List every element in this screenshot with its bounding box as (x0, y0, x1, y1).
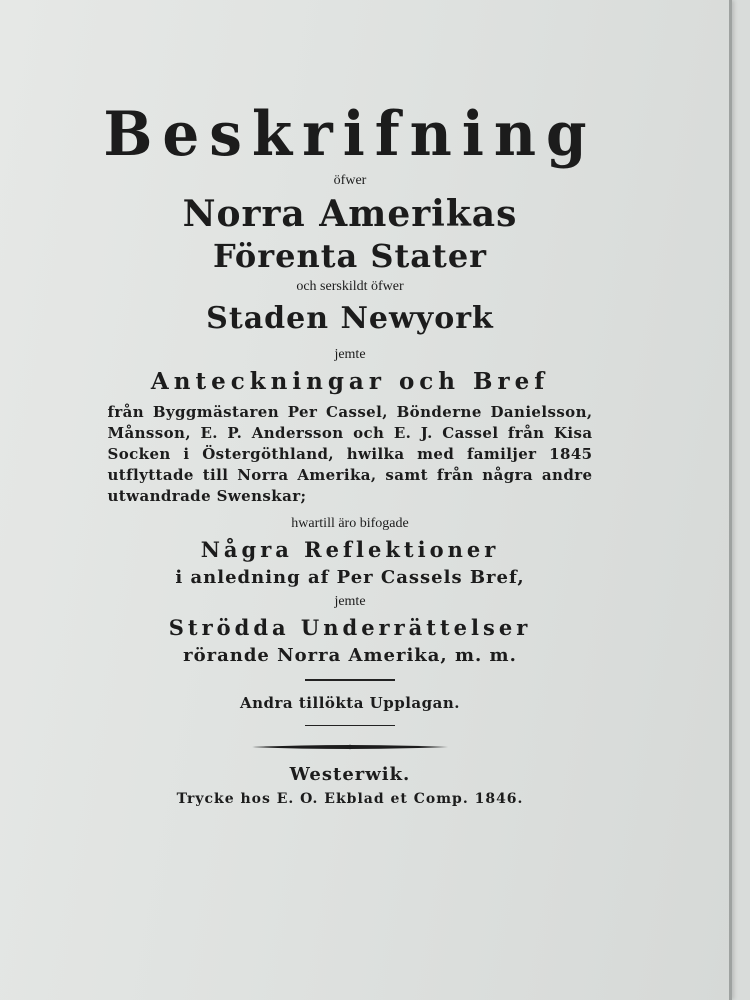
main-title: Beskrifning (103, 98, 597, 170)
jemte-text-1: jemte (334, 347, 366, 362)
rorande-line: rörande Norra Amerika, m. m. (183, 645, 517, 666)
ornamental-rule (250, 740, 450, 754)
subject-line-2: Förenta Stater (212, 237, 488, 275)
divider-bottom (305, 725, 395, 727)
ofver-text: öfwer (333, 173, 367, 188)
title-page (40, 98, 660, 810)
reflektioner-heading: Några Reflektioner (200, 537, 500, 562)
hwartill-text: hwartill äro bifogade (291, 516, 409, 531)
divider-top (305, 679, 395, 681)
description-paragraph: från Byggmästaren Per Cassel, Bönderne Danielsson, Månsson, E. P. Andersson och E. J. Cassel från Kisa Socken i Östergöthland, hwilka med familjer 1845 utflyttade till Norra Amerika, samt från några andre utwandrade Swenskar; (107, 403, 593, 505)
anledning-line: i anledning af Per Cassels Bref, (175, 567, 525, 588)
edition-line: Andra tillökta Upplagan. (240, 693, 460, 712)
anteckningar-heading: Anteckningar och Bref (150, 368, 550, 395)
subject-line-1: Norra Amerikas (182, 193, 518, 235)
imprint-printer: Trycke hos E. O. Ekblad et Comp. 1846. (176, 791, 524, 807)
underrattelser-heading: Strödda Underrättelser (168, 615, 532, 640)
imprint-place: Westerwik. (289, 764, 411, 785)
och-serskildt-text: och serskildt öfwer (296, 279, 404, 294)
subject-line-3: Staden Newyork (206, 301, 494, 336)
jemte-text-2: jemte (334, 594, 366, 609)
